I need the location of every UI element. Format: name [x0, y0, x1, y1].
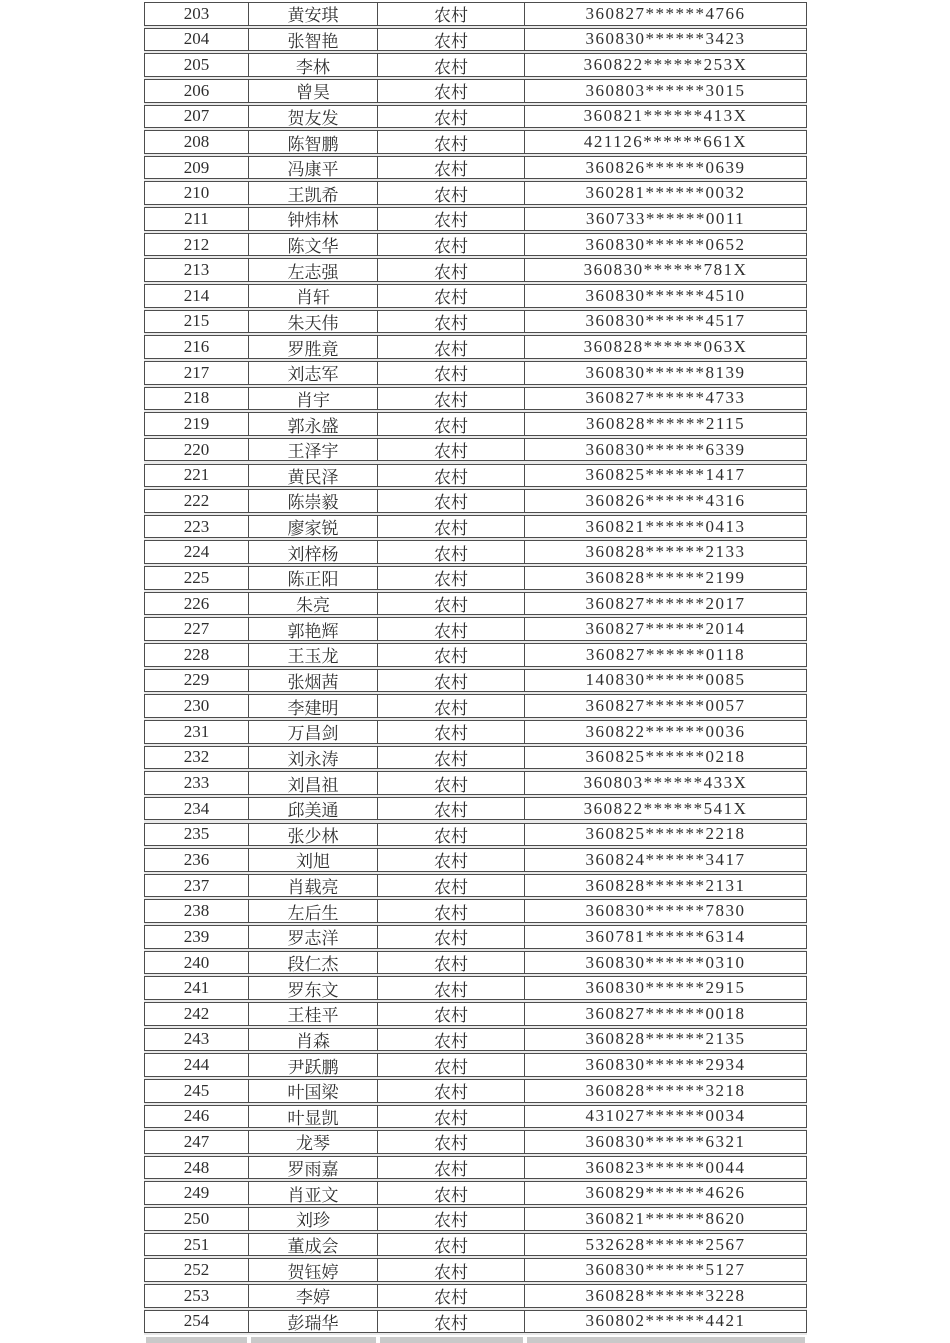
- residence-type-cell: 农村: [378, 1233, 525, 1257]
- residence-type-cell: 农村: [378, 746, 525, 770]
- name-cell: 叶显凯: [249, 1105, 378, 1129]
- residence-type-cell: 农村: [378, 335, 525, 359]
- name-cell: 张烟茜: [249, 669, 378, 693]
- row-number-cell: 240: [144, 951, 249, 975]
- row-number-cell: 230: [144, 694, 249, 718]
- name-cell: 肖宇: [249, 387, 378, 411]
- name-cell: 尹跃鹏: [249, 1053, 378, 1077]
- table-row: [144, 1233, 807, 1257]
- name-cell: 陈正阳: [249, 566, 378, 590]
- residence-type-cell: 农村: [378, 489, 525, 513]
- row-number-cell: 239: [144, 925, 249, 949]
- row-number-cell: 235: [144, 823, 249, 847]
- row-number-cell: 238: [144, 899, 249, 923]
- id-number-cell: 360824******3417: [525, 848, 807, 872]
- row-number-cell: 226: [144, 592, 249, 616]
- id-number-cell: 360830******8139: [525, 361, 807, 385]
- name-cell: 彭瑞华: [249, 1310, 378, 1334]
- table-row: [144, 797, 807, 821]
- row-number-cell: 227: [144, 617, 249, 641]
- row-number-cell: 210: [144, 181, 249, 205]
- name-cell: 郭永盛: [249, 412, 378, 436]
- id-number-cell: 360827******2014: [525, 617, 807, 641]
- residence-type-cell: 农村: [378, 361, 525, 385]
- row-number-cell: 223: [144, 515, 249, 539]
- residence-type-cell: 农村: [378, 1079, 525, 1103]
- name-cell: 陈文华: [249, 233, 378, 257]
- name-cell: 董成会: [249, 1233, 378, 1257]
- id-number-cell: 360830******781X: [525, 258, 807, 282]
- row-number-cell: 232: [144, 746, 249, 770]
- residence-type-cell: 农村: [378, 566, 525, 590]
- table-row: [144, 489, 807, 513]
- id-number-cell: 360822******541X: [525, 797, 807, 821]
- partial-next-row-cell: [527, 1337, 805, 1343]
- table-row: [144, 1028, 807, 1052]
- id-number-cell: 360821******8620: [525, 1207, 807, 1231]
- table-row: [144, 874, 807, 898]
- name-cell: 张智艳: [249, 28, 378, 52]
- name-cell: 李林: [249, 53, 378, 77]
- row-number-cell: 215: [144, 310, 249, 334]
- table-row: [144, 438, 807, 462]
- name-cell: 朱亮: [249, 592, 378, 616]
- residence-type-cell: 农村: [378, 874, 525, 898]
- table-row: [144, 823, 807, 847]
- id-number-cell: 360827******4766: [525, 2, 807, 26]
- table-row: [144, 1105, 807, 1129]
- name-cell: 廖家锐: [249, 515, 378, 539]
- residence-type-cell: 农村: [378, 669, 525, 693]
- table-row: [144, 387, 807, 411]
- table-row: [144, 1258, 807, 1282]
- row-number-cell: 237: [144, 874, 249, 898]
- id-number-cell: 360830******4510: [525, 284, 807, 308]
- row-number-cell: 221: [144, 464, 249, 488]
- residence-type-cell: 农村: [378, 720, 525, 744]
- row-number-cell: 252: [144, 1258, 249, 1282]
- row-number-cell: 248: [144, 1156, 249, 1180]
- table-row: [144, 130, 807, 154]
- id-number-cell: 360830******5127: [525, 1258, 807, 1282]
- id-number-cell: 360825******1417: [525, 464, 807, 488]
- name-cell: 黄民泽: [249, 464, 378, 488]
- table-row: [144, 1079, 807, 1103]
- id-number-cell: 360822******0036: [525, 720, 807, 744]
- residence-type-cell: 农村: [378, 617, 525, 641]
- id-number-cell: 360828******3228: [525, 1284, 807, 1308]
- row-number-cell: 246: [144, 1105, 249, 1129]
- row-number-cell: 206: [144, 79, 249, 103]
- table-row: [144, 53, 807, 77]
- id-number-cell: 360825******2218: [525, 823, 807, 847]
- id-number-cell: 360825******0218: [525, 746, 807, 770]
- id-number-cell: 360830******7830: [525, 899, 807, 923]
- residence-type-cell: 农村: [378, 156, 525, 180]
- name-cell: 罗东文: [249, 976, 378, 1000]
- name-cell: 刘珍: [249, 1207, 378, 1231]
- table-row: [144, 284, 807, 308]
- residence-type-cell: 农村: [378, 412, 525, 436]
- name-cell: 王桂平: [249, 1002, 378, 1026]
- name-cell: 邱美通: [249, 797, 378, 821]
- row-number-cell: 228: [144, 643, 249, 667]
- id-number-cell: 360830******6339: [525, 438, 807, 462]
- residence-type-cell: 农村: [378, 1310, 525, 1334]
- name-cell: 肖森: [249, 1028, 378, 1052]
- name-cell: 肖载亮: [249, 874, 378, 898]
- residence-type-cell: 农村: [378, 925, 525, 949]
- name-cell: 刘梓杨: [249, 540, 378, 564]
- row-number-cell: 251: [144, 1233, 249, 1257]
- id-number-cell: 360826******4316: [525, 489, 807, 513]
- row-number-cell: 234: [144, 797, 249, 821]
- id-number-cell: 360830******6321: [525, 1130, 807, 1154]
- name-cell: 陈崇毅: [249, 489, 378, 513]
- name-cell: 肖轩: [249, 284, 378, 308]
- id-number-cell: 360733******0011: [525, 207, 807, 231]
- id-number-cell: 360828******2199: [525, 566, 807, 590]
- row-number-cell: 254: [144, 1310, 249, 1334]
- id-number-cell: 360830******0652: [525, 233, 807, 257]
- name-cell: 郭艳辉: [249, 617, 378, 641]
- name-cell: 龙琴: [249, 1130, 378, 1154]
- table-row: [144, 669, 807, 693]
- row-number-cell: 225: [144, 566, 249, 590]
- residence-type-cell: 农村: [378, 976, 525, 1000]
- residence-type-cell: 农村: [378, 848, 525, 872]
- row-number-cell: 213: [144, 258, 249, 282]
- id-number-cell: 360827******2017: [525, 592, 807, 616]
- table-row: [144, 771, 807, 795]
- name-cell: 陈智鹏: [249, 130, 378, 154]
- row-number-cell: 224: [144, 540, 249, 564]
- row-number-cell: 203: [144, 2, 249, 26]
- table-row: [144, 976, 807, 1000]
- table-row: [144, 1207, 807, 1231]
- id-number-cell: 360830******2915: [525, 976, 807, 1000]
- residence-type-cell: 农村: [378, 464, 525, 488]
- row-number-cell: 236: [144, 848, 249, 872]
- id-number-cell: 532628******2567: [525, 1233, 807, 1257]
- row-number-cell: 247: [144, 1130, 249, 1154]
- row-number-cell: 245: [144, 1079, 249, 1103]
- table-row: [144, 1284, 807, 1308]
- residence-type-cell: 农村: [378, 515, 525, 539]
- id-number-cell: 431027******0034: [525, 1105, 807, 1129]
- id-number-cell: 360802******4421: [525, 1310, 807, 1334]
- id-number-cell: 360803******3015: [525, 79, 807, 103]
- residence-type-cell: 农村: [378, 258, 525, 282]
- table-row: [144, 310, 807, 334]
- table-row: [144, 540, 807, 564]
- residence-type-cell: 农村: [378, 233, 525, 257]
- row-number-cell: 212: [144, 233, 249, 257]
- table-row: [144, 643, 807, 667]
- residence-type-cell: 农村: [378, 951, 525, 975]
- residence-type-cell: 农村: [378, 53, 525, 77]
- id-number-cell: 360827******0057: [525, 694, 807, 718]
- residence-type-cell: 农村: [378, 28, 525, 52]
- residence-type-cell: 农村: [378, 1105, 525, 1129]
- id-number-cell: 360827******0118: [525, 643, 807, 667]
- residence-type-cell: 农村: [378, 310, 525, 334]
- residence-type-cell: 农村: [378, 284, 525, 308]
- residence-type-cell: 农村: [378, 130, 525, 154]
- partial-next-row: [144, 1337, 807, 1343]
- residence-type-cell: 农村: [378, 694, 525, 718]
- row-number-cell: 216: [144, 335, 249, 359]
- residence-type-cell: 农村: [378, 899, 525, 923]
- name-cell: 李建明: [249, 694, 378, 718]
- row-number-cell: 244: [144, 1053, 249, 1077]
- residence-type-cell: 农村: [378, 1181, 525, 1205]
- name-cell: 冯康平: [249, 156, 378, 180]
- row-number-cell: 241: [144, 976, 249, 1000]
- partial-next-row-cell: [380, 1337, 523, 1343]
- residence-type-cell: 农村: [378, 1028, 525, 1052]
- residence-type-cell: 农村: [378, 2, 525, 26]
- row-number-cell: 249: [144, 1181, 249, 1205]
- row-number-cell: 207: [144, 105, 249, 129]
- table-row: [144, 79, 807, 103]
- id-number-cell: 360830******4517: [525, 310, 807, 334]
- name-cell: 曾昊: [249, 79, 378, 103]
- residence-type-cell: 农村: [378, 771, 525, 795]
- row-number-cell: 204: [144, 28, 249, 52]
- id-number-cell: 360828******3218: [525, 1079, 807, 1103]
- name-cell: 万昌剑: [249, 720, 378, 744]
- name-cell: 贺钰婷: [249, 1258, 378, 1282]
- table-row: [144, 105, 807, 129]
- table-row: [144, 848, 807, 872]
- residence-type-cell: 农村: [378, 592, 525, 616]
- name-cell: 朱天伟: [249, 310, 378, 334]
- id-number-cell: 360830******3423: [525, 28, 807, 52]
- name-cell: 罗志洋: [249, 925, 378, 949]
- name-cell: 罗雨嘉: [249, 1156, 378, 1180]
- table-row: [144, 361, 807, 385]
- row-number-cell: 219: [144, 412, 249, 436]
- table-row: [144, 1181, 807, 1205]
- table-row: [144, 515, 807, 539]
- name-cell: 罗胜竟: [249, 335, 378, 359]
- residence-type-cell: 农村: [378, 438, 525, 462]
- table-row: [144, 951, 807, 975]
- row-number-cell: 218: [144, 387, 249, 411]
- table-row: [144, 412, 807, 436]
- id-number-cell: 360827******4733: [525, 387, 807, 411]
- table-row: [144, 233, 807, 257]
- name-cell: 肖亚文: [249, 1181, 378, 1205]
- id-number-cell: 360822******253X: [525, 53, 807, 77]
- id-number-cell: 360826******0639: [525, 156, 807, 180]
- name-cell: 李婷: [249, 1284, 378, 1308]
- row-number-cell: 231: [144, 720, 249, 744]
- residence-type-cell: 农村: [378, 1284, 525, 1308]
- name-cell: 刘志军: [249, 361, 378, 385]
- partial-next-row-cell: [146, 1337, 247, 1343]
- table-row: [144, 1310, 807, 1334]
- id-number-cell: 360828******2115: [525, 412, 807, 436]
- table-row: [144, 694, 807, 718]
- name-cell: 张少林: [249, 823, 378, 847]
- id-number-cell: 360830******0310: [525, 951, 807, 975]
- roster-table: [144, 2, 807, 1335]
- id-number-cell: 421126******661X: [525, 130, 807, 154]
- table-row: [144, 925, 807, 949]
- table-row: [144, 899, 807, 923]
- name-cell: 黄安琪: [249, 2, 378, 26]
- table-row: [144, 1130, 807, 1154]
- name-cell: 段仁杰: [249, 951, 378, 975]
- table-row: [144, 28, 807, 52]
- residence-type-cell: 农村: [378, 540, 525, 564]
- name-cell: 王凯希: [249, 181, 378, 205]
- table-row: [144, 1053, 807, 1077]
- row-number-cell: 233: [144, 771, 249, 795]
- id-number-cell: 360828******2133: [525, 540, 807, 564]
- residence-type-cell: 农村: [378, 1130, 525, 1154]
- name-cell: 叶国梁: [249, 1079, 378, 1103]
- row-number-cell: 214: [144, 284, 249, 308]
- id-number-cell: 360803******433X: [525, 771, 807, 795]
- name-cell: 贺友发: [249, 105, 378, 129]
- residence-type-cell: 农村: [378, 387, 525, 411]
- id-number-cell: 360829******4626: [525, 1181, 807, 1205]
- residence-type-cell: 农村: [378, 797, 525, 821]
- table-row: [144, 720, 807, 744]
- table-row: [144, 156, 807, 180]
- id-number-cell: 360281******0032: [525, 181, 807, 205]
- row-number-cell: 222: [144, 489, 249, 513]
- residence-type-cell: 农村: [378, 643, 525, 667]
- id-number-cell: 360828******2135: [525, 1028, 807, 1052]
- row-number-cell: 253: [144, 1284, 249, 1308]
- row-number-cell: 209: [144, 156, 249, 180]
- residence-type-cell: 农村: [378, 181, 525, 205]
- row-number-cell: 250: [144, 1207, 249, 1231]
- id-number-cell: 140830******0085: [525, 669, 807, 693]
- row-number-cell: 217: [144, 361, 249, 385]
- table-row: [144, 592, 807, 616]
- id-number-cell: 360821******413X: [525, 105, 807, 129]
- residence-type-cell: 农村: [378, 79, 525, 103]
- row-number-cell: 220: [144, 438, 249, 462]
- residence-type-cell: 农村: [378, 823, 525, 847]
- row-number-cell: 211: [144, 207, 249, 231]
- table-row: [144, 746, 807, 770]
- id-number-cell: 360781******6314: [525, 925, 807, 949]
- name-cell: 王玉龙: [249, 643, 378, 667]
- residence-type-cell: 农村: [378, 105, 525, 129]
- residence-type-cell: 农村: [378, 1207, 525, 1231]
- residence-type-cell: 农村: [378, 207, 525, 231]
- name-cell: 刘永涛: [249, 746, 378, 770]
- row-number-cell: 205: [144, 53, 249, 77]
- name-cell: 钟炜林: [249, 207, 378, 231]
- id-number-cell: 360823******0044: [525, 1156, 807, 1180]
- name-cell: 刘旭: [249, 848, 378, 872]
- residence-type-cell: 农村: [378, 1002, 525, 1026]
- table-row: [144, 335, 807, 359]
- residence-type-cell: 农村: [378, 1258, 525, 1282]
- table-row: [144, 566, 807, 590]
- name-cell: 左志强: [249, 258, 378, 282]
- table-row: [144, 2, 807, 26]
- table-row: [144, 617, 807, 641]
- residence-type-cell: 农村: [378, 1053, 525, 1077]
- id-number-cell: 360821******0413: [525, 515, 807, 539]
- id-number-cell: 360827******0018: [525, 1002, 807, 1026]
- partial-next-row-cell: [251, 1337, 376, 1343]
- row-number-cell: 243: [144, 1028, 249, 1052]
- row-number-cell: 242: [144, 1002, 249, 1026]
- residence-type-cell: 农村: [378, 1156, 525, 1180]
- table-row: [144, 181, 807, 205]
- table-row: [144, 258, 807, 282]
- id-number-cell: 360828******2131: [525, 874, 807, 898]
- id-number-cell: 360828******063X: [525, 335, 807, 359]
- row-number-cell: 229: [144, 669, 249, 693]
- name-cell: 王泽宇: [249, 438, 378, 462]
- row-number-cell: 208: [144, 130, 249, 154]
- table-row: [144, 207, 807, 231]
- id-number-cell: 360830******2934: [525, 1053, 807, 1077]
- name-cell: 刘昌祖: [249, 771, 378, 795]
- table-row: [144, 1156, 807, 1180]
- table-row: [144, 1002, 807, 1026]
- name-cell: 左后生: [249, 899, 378, 923]
- table-row: [144, 464, 807, 488]
